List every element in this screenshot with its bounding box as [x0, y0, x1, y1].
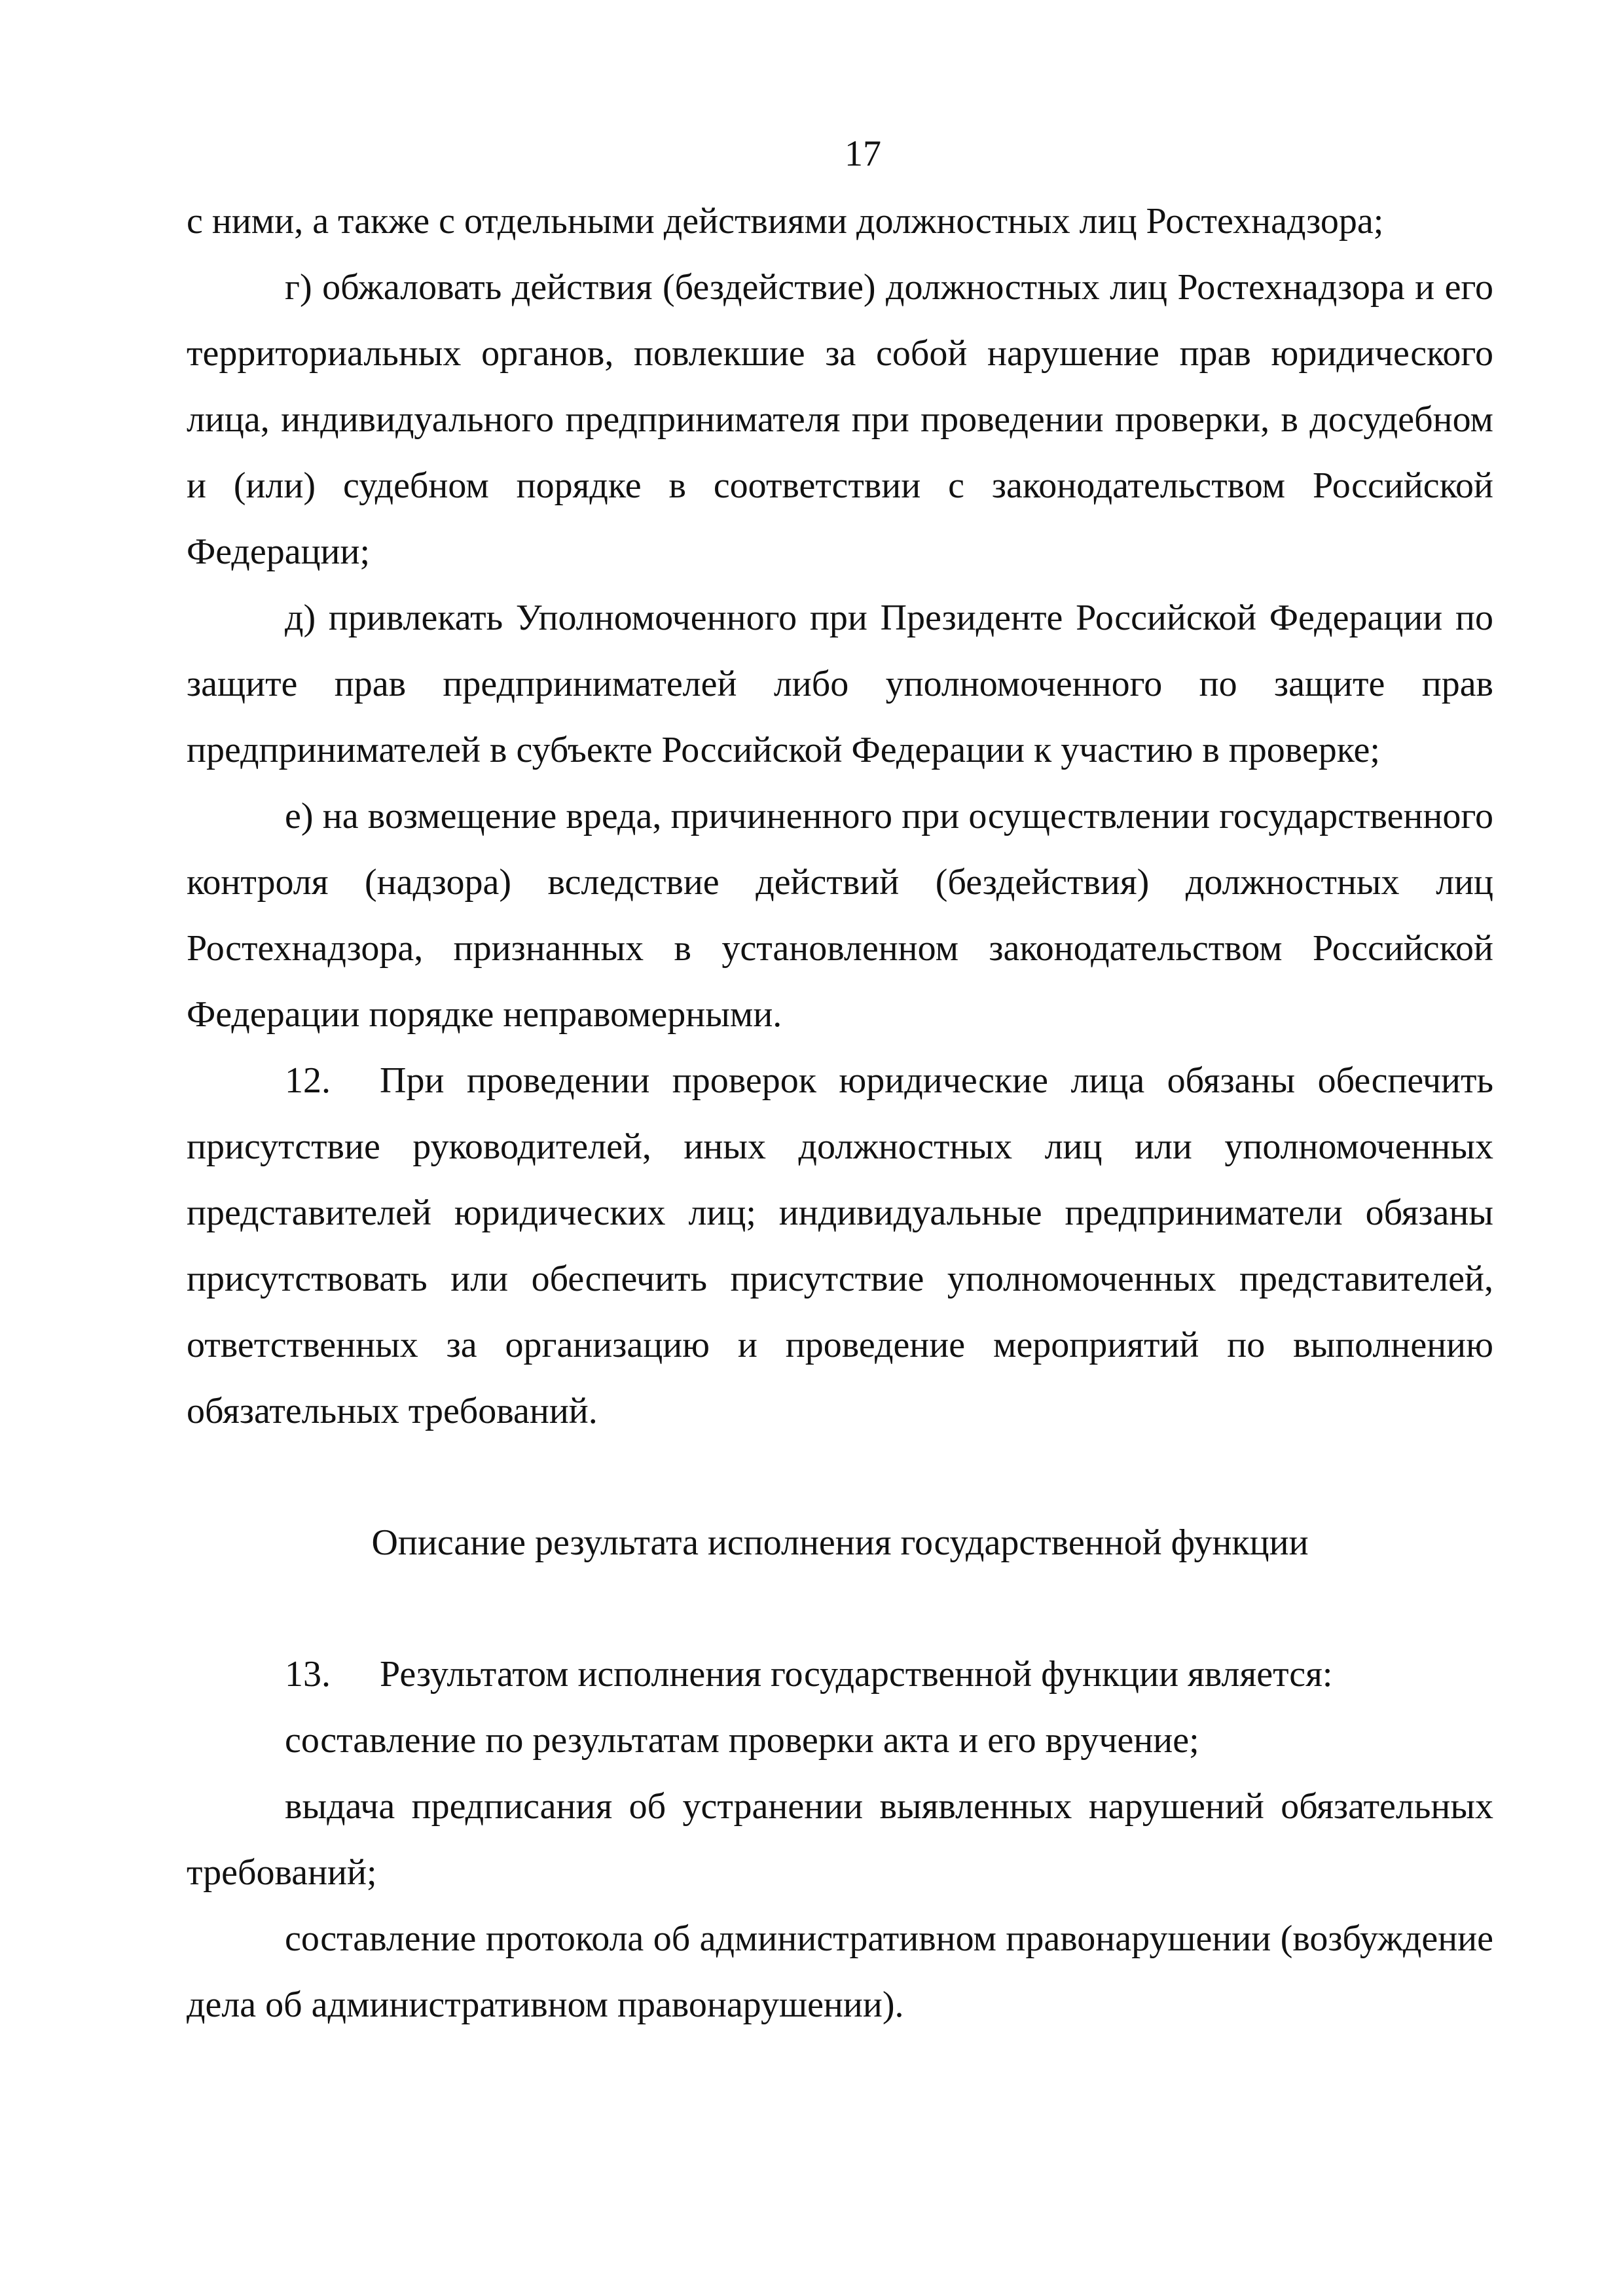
- paragraph-13: [187, 1641, 1493, 1708]
- result-item-protocol: составление протокола об административном правонарушении (возбуждение дела об административном правонарушении).: [187, 1918, 1493, 2025]
- section-heading: Описание результата исполнения государственной функции: [371, 1522, 1309, 1563]
- paragraph-continuation: с ними, а также с отдельными действиями должностных лиц Ростехнадзора;: [187, 201, 1384, 242]
- result-item-order: выдача предписания об устранении выявленных нарушений обязательных требований;: [187, 1786, 1493, 1893]
- paragraph-12-number: 12.: [285, 1060, 331, 1101]
- spacer: [187, 1576, 1493, 1641]
- paragraph-13-text: Результатом исполнения государственной функции является:: [380, 1654, 1333, 1695]
- paragraph-13-number: 13.: [285, 1654, 331, 1695]
- paragraph-item-e: е) на возмещение вреда, причиненного при осуществлении государственного контроля (надзора) вследствие действий (бездействия) должностных лиц Ростехнадзора, признанных в установленном законодательством Российской Федерации порядке неправомерными.: [187, 796, 1493, 1035]
- paragraph-item-g: г) обжаловать действия (бездействие) должностных лиц Ростехнадзора и его территориальных органов, повлекшие за собой нарушение прав юридического лица, индивидуального предпринимателя при проведении проверки, в досудебном и (или) судебном порядке в соответствии с законодательством Российской Федерации;: [187, 267, 1493, 572]
- page-number: 17: [845, 134, 881, 174]
- spacer: [187, 1444, 1493, 1510]
- document-body: [187, 188, 1493, 2038]
- paragraph-item-d: д) привлекать Уполномоченного при Президенте Российской Федерации по защите прав предпринимателей либо уполномоченного по защите прав предпринимателей в субъекте Российской Федерации к участию в проверке;: [187, 598, 1493, 770]
- paragraph-12-text: При проведении проверок юридические лица обязаны обеспечить присутствие руководителей, иных должностных лиц или уполномоченных представителей юридических лиц; индивидуальные предприниматели обязаны присутствовать или обеспечить присутствие уполномоченных представителей, ответственных за организацию и проведение мероприятий по выполнению обязательных требований.: [187, 1060, 1493, 1431]
- paragraph-12: [187, 1048, 1493, 1444]
- result-item-act: составление по результатам проверки акта и его вручение;: [285, 1720, 1199, 1761]
